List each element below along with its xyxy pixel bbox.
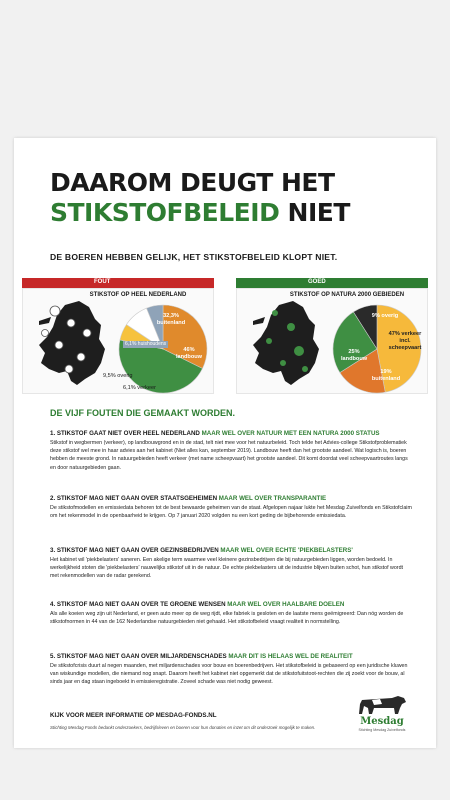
panel-goed xyxy=(236,278,428,394)
fout-item-4-heading xyxy=(50,600,412,609)
fout-item-1-heading xyxy=(50,429,412,438)
fout-item-4-heading-black: 4. STIKSTOF MAG NIET GAAN OVER TE GROENE WENSEN xyxy=(50,601,226,608)
label-fout-buitenland xyxy=(151,313,191,327)
badge-goed: GOED xyxy=(236,278,428,288)
fout-item-2-heading-green: MAAR WEL OVER TRANSPARANTIE xyxy=(217,495,327,502)
fout-item-4 xyxy=(50,600,412,626)
fout-item-3 xyxy=(50,546,412,581)
fout-item-3-heading xyxy=(50,546,412,555)
label-goed-verkeer: 47% verkeer incl. scheepvaart xyxy=(388,331,422,351)
subhead: DE BOEREN HEBBEN GELIJK, HET STIKSTOFBELEID KLOPT NIET. xyxy=(50,252,338,262)
label-goed-overig: 9% overig xyxy=(371,313,399,319)
label-fout-verkeer: 6,1% verkeer xyxy=(123,385,156,391)
section-title: DE VIJF FOUTEN DIE GEMAAKT WORDEN. xyxy=(50,408,236,418)
label-fout-overig: 9,5% overig xyxy=(103,373,133,379)
label-fout-buitenland-name: buitenland xyxy=(156,320,186,326)
cow-icon xyxy=(352,692,412,718)
label-fout-landbouw-value: 46% xyxy=(183,347,195,353)
fout-item-2-text: De stikstofmodellen en emissiedata behoren tot de best bewaarde geheimen van de staat. Afgelopen najaar lukte het Mesdag Zuivelfonds en Stikstofclaim om het rekenmodel in de openbaarheid te krijgen. Op 7 januari 2020 volgden nu een kort geding de bijbehorende emissiedata. xyxy=(50,505,412,520)
panel-goed-body xyxy=(236,288,428,394)
fout-item-5-heading xyxy=(50,652,412,661)
fout-item-3-heading-green: MAAR WEL OVER ECHTE 'PIEKBELASTERS' xyxy=(218,547,353,554)
fout-item-5-text: De stikstofcrisis duurt al negen maanden, met miljardenschades voor bouw en boerenbedrijven. Het stikstofbeleid is gebaseerd op een juridische kluwen van wiskundige modellen, die niemand nog snapt. Daarom heeft het kabinet niet opgemerkt dat de stikstofuitstoot-rechten die zij zoekt voor de bouw, al sinds jaar en dag staan ingeboekt in emissieregistratie. Zoveel schade was niet nodig geweest. xyxy=(50,663,408,686)
footer-note: Stichting Mesdag Fonds bedankt onderzoekers, bedrijfsleven en boeren voor hun donaties en inzet om dit onderzoek mogelijk te maken. xyxy=(50,725,316,730)
fout-item-2-heading xyxy=(50,494,412,503)
panel-goed-title: STIKSTOF OP NATURA 2000 GEBIEDEN xyxy=(289,292,405,298)
fout-item-1-heading-green: MAAR WEL OVER NATUUR MET EEN NATURA 2000 STATUS xyxy=(199,430,380,437)
mesdag-logo-word: Mesdag xyxy=(360,716,404,727)
panel-fout xyxy=(22,278,214,394)
headline-black-word: NIET xyxy=(279,198,350,227)
headline-line-1: DAAROM DEUGT HET xyxy=(50,168,335,197)
fout-item-1-heading-black: 1. STIKSTOF GAAT NIET OVER HEEL NEDERLAND xyxy=(50,430,200,437)
fout-item-2-heading-black: 2. STIKSTOF MAG NIET GAAN OVER STAATSGEHEIMEN xyxy=(50,495,218,502)
mesdag-logo xyxy=(352,692,412,736)
fout-item-5 xyxy=(50,652,412,687)
fout-item-1-text: Stikstof in wegbermen (verkeer), op landbouwgrond en in de stad, telt niet mee voor het natuurbeleid. Toch telde het Advies-college Stikstofproblematiek deze stikstof wel mee in haar advies aan het kabinet (Niet alles kan, september 2019). Landbouw heeft dan het grootste aandeel. Wat logisch is, boeren hebben de meeste grond. In natuurgebieden heeft verkeer (met name scheepvaart) het grootste aandeel. Dit komt doordat veel scheepvaartroutes langs en door natuurgebieden gaan. xyxy=(50,440,408,471)
fout-item-4-heading-green: MAAR WEL OVER HAALBARE DOELEN xyxy=(225,601,345,608)
panel-fout-body xyxy=(22,288,214,394)
label-goed-landbouw: 25% landbouw xyxy=(341,349,368,362)
fout-item-3-heading-black: 3. STIKSTOF MAG NIET GAAN OVER GEZINSBEDRIJVEN xyxy=(50,547,219,554)
fout-item-5-heading-black: 5. STIKSTOF MAG NIET GAAN OVER MILJARDENSCHADES xyxy=(50,653,227,660)
mesdag-logo-sub: Stichting Mesdag Zuivelfonds xyxy=(358,728,406,732)
label-fout-huishoudens: 6,1% huishoudens xyxy=(125,341,167,347)
headline xyxy=(50,168,420,228)
fout-item-4-text: Als alle koeien weg zijn uit Nederland, er geen auto meer op de weg rijdt, elke fabriek is gesloten en de laatste mens geëmigreerd: Dan nóg worden de stikstofnormen in 44 van de 162 Nederlandse natuurgebieden niet gehaald. Het stikstofbeleid vraagt realiteit in normstelling. xyxy=(50,611,404,626)
poster-sheet xyxy=(14,138,436,748)
panel-fout-title: STIKSTOF OP HEEL NEDERLAND xyxy=(89,292,187,298)
fout-item-2 xyxy=(50,494,412,520)
fout-item-3-text: Het kabinet wil 'piekbelasters' saneren. Een akelige term waarmee veel kleinere gezinsbedrijven die bij natuurgebieden liggen, worden bedoeld. In werkelijkheid stoten die 'piekbelasters' nauwelijks stikstof uit in de natuur. De echte piekbelasters uit de industrie blijven buiten schot, hun stikstof wordt met rekenmodellen van de radar gerekend. xyxy=(50,557,403,580)
label-fout-landbouw-name: landbouw xyxy=(175,354,203,360)
label-fout-landbouw xyxy=(173,347,205,361)
headline-line-2 xyxy=(50,198,420,228)
natura2000-map-icon xyxy=(239,293,331,393)
fout-item-1 xyxy=(50,429,412,472)
fout-item-5-heading-green: MAAR DIT IS HELAAS WEL DE REALITEIT xyxy=(226,653,353,660)
headline-green-word: STIKSTOFBELEID xyxy=(50,198,280,227)
label-fout-buitenland-value: 32,3% xyxy=(163,313,179,319)
footer-website-link[interactable]: KIJK VOOR MEER INFORMATIE OP MESDAG-FONDS.NL xyxy=(50,712,217,719)
badge-fout: FOUT xyxy=(22,278,214,288)
label-goed-buitenland: 19% buitenland xyxy=(371,369,401,382)
